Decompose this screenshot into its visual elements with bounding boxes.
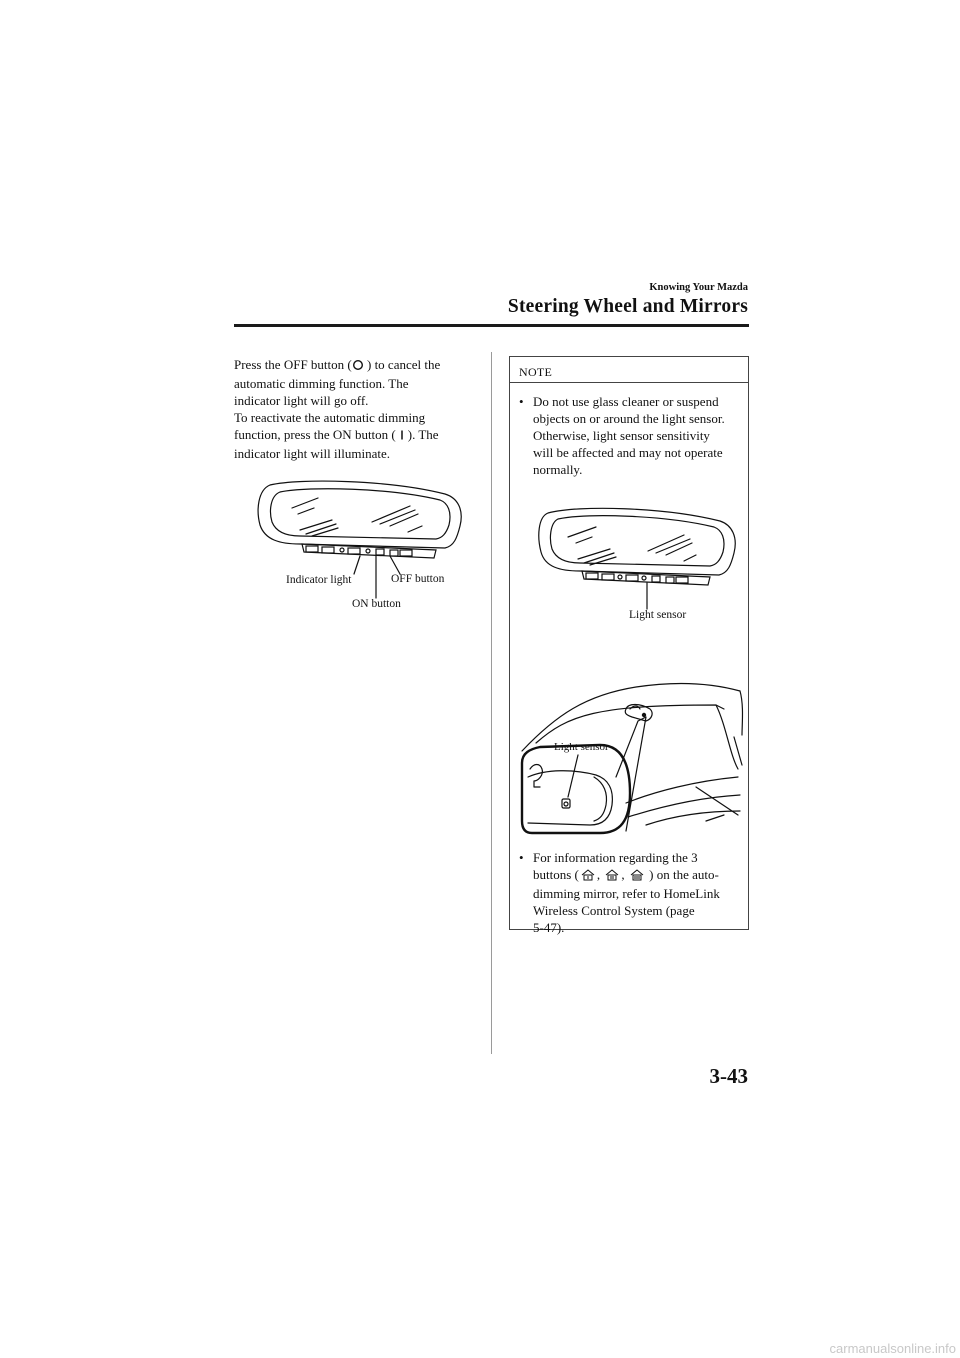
text-line: indicator light will go off. bbox=[234, 393, 369, 408]
chapter-title: Steering Wheel and Mirrors bbox=[507, 296, 748, 317]
text-line: For information regarding the 3 bbox=[533, 850, 698, 865]
watermark: carmanualsonline.info bbox=[829, 1341, 956, 1356]
text-line: dimming mirror, refer to HomeLink bbox=[533, 886, 720, 901]
indicator-light-label: Indicator light bbox=[286, 574, 352, 586]
text-line: indicator light will illuminate. bbox=[234, 446, 390, 461]
note-title: NOTE bbox=[519, 365, 553, 379]
text-line: normally. bbox=[533, 462, 583, 477]
page-number: 3-43 bbox=[709, 1064, 748, 1088]
off-button-icon bbox=[352, 358, 364, 375]
column-divider bbox=[491, 352, 492, 1054]
on-button-label: ON button bbox=[352, 598, 401, 610]
note-header bbox=[510, 357, 748, 383]
note-bullet-1 bbox=[519, 393, 747, 478]
text-span: ) to cancel the bbox=[366, 357, 441, 372]
text-line: 5-47). bbox=[533, 920, 565, 935]
text-line bbox=[533, 866, 747, 885]
off-button-label: OFF button bbox=[391, 573, 445, 585]
text-line: objects on or around the light sensor. bbox=[533, 411, 725, 426]
text-line: To reactivate the automatic dimming bbox=[234, 410, 426, 425]
text-line: automatic dimming function. The bbox=[234, 376, 409, 391]
note-bullet-2 bbox=[519, 849, 747, 936]
homelink-3-icon bbox=[628, 868, 646, 885]
text-span: Press the OFF button ( bbox=[234, 357, 352, 372]
text-line bbox=[234, 426, 484, 445]
header-rule bbox=[234, 324, 749, 327]
windshield-sensor-illustration bbox=[516, 665, 744, 837]
text-span: ). The bbox=[407, 427, 439, 442]
note-box bbox=[509, 356, 749, 935]
on-button-icon bbox=[396, 428, 408, 445]
light-sensor-inset-label: Light sensor bbox=[554, 741, 609, 753]
text-span: , bbox=[596, 867, 601, 882]
text-line: Wireless Control System (page bbox=[533, 903, 695, 918]
text-span: , bbox=[621, 867, 625, 882]
bullet-dot: • bbox=[519, 394, 524, 409]
light-sensor-label: Light sensor bbox=[629, 609, 687, 621]
section-title: Knowing Your Mazda bbox=[649, 282, 748, 293]
text-line: Do not use glass cleaner or suspend bbox=[533, 394, 719, 409]
instructions-paragraph bbox=[234, 356, 484, 462]
text-span: ) on the auto- bbox=[649, 867, 719, 882]
bullet-dot: • bbox=[519, 850, 524, 865]
homelink-1-icon bbox=[579, 868, 597, 885]
text-line: will be affected and may not operate bbox=[533, 445, 723, 460]
text-span: buttons ( bbox=[533, 867, 579, 882]
homelink-2-icon bbox=[603, 868, 621, 885]
text-line bbox=[234, 356, 484, 375]
text-line: Otherwise, light sensor sensitivity bbox=[533, 428, 710, 443]
text-span: function, press the ON button ( bbox=[234, 427, 396, 442]
